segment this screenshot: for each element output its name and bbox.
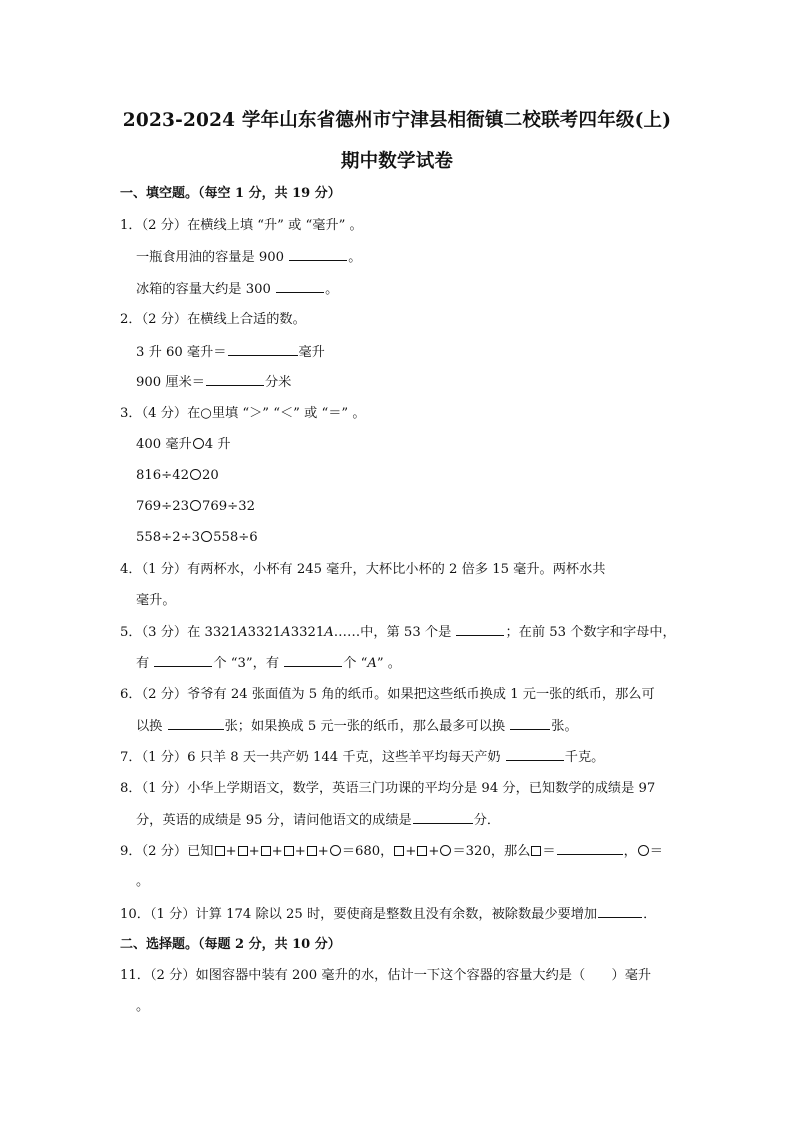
q3-stem: 3．（4 分）在○里填 “＞” “＜” 或 “＝” 。 (120, 406, 366, 421)
q7-text: 千克。 (564, 750, 605, 765)
q1-b-text: 冰箱的容量大约是 300 (136, 282, 276, 297)
plus-sign: + (225, 844, 237, 859)
answer-blank[interactable] (598, 905, 642, 918)
q6-line2 (136, 717, 696, 736)
q1-a-end: 。 (348, 250, 362, 265)
answer-blank[interactable] (276, 280, 324, 293)
q2-stem: 2．（2 分）在横线上合适的数。 (120, 312, 306, 327)
q5-text: ……中，第 53 个是 (333, 625, 456, 640)
q11-line1: 11．（2 分）如图容器中装有 200 毫升的水，估计一下这个容器的容量大约是（ ）毫升 (120, 968, 652, 983)
q6-text: 以换 (136, 719, 167, 734)
exam-title-line1: 2023-2024 学年山东省德州市宁津县相衙镇二校联考四年级(上) (122, 110, 672, 131)
answer-circle[interactable] (193, 438, 204, 449)
q9-line2: 。 (136, 874, 150, 889)
answer-blank[interactable] (289, 248, 347, 261)
answer-blank[interactable] (168, 717, 224, 730)
answer-blank[interactable] (284, 654, 342, 667)
q5-line2 (136, 654, 696, 673)
q1-b-end: 。 (325, 282, 339, 297)
q5-text: ” 。 (376, 656, 401, 671)
q5-text: 个 “ (343, 656, 368, 671)
q9-text: ＝ (649, 844, 663, 859)
q3-d-left: 558÷2÷3 (136, 530, 201, 545)
q3-line-c (136, 498, 696, 516)
q5-letter: A (367, 656, 377, 671)
q3-a-right: 4 升 (204, 437, 231, 452)
q1-stem: 1．（2 分）在横线上填 “升” 或 “毫升” 。 (120, 218, 363, 233)
q9-text: ＝ (542, 844, 556, 859)
square-symbol (531, 846, 541, 856)
square-symbol (238, 846, 248, 856)
q10-text: ． (643, 907, 657, 922)
q5-line1 (120, 623, 680, 642)
q1-line-b (136, 280, 696, 299)
circle-symbol (440, 845, 451, 856)
q3-c-right: 769÷32 (202, 499, 256, 514)
q7-line (120, 748, 680, 767)
q2-b-text: 900 厘米＝ (136, 375, 205, 390)
q2-b-unit: 分米 (264, 375, 292, 390)
answer-blank[interactable] (506, 748, 564, 761)
q9-text: 9．（2 分）已知 (120, 844, 214, 859)
q3-a-left: 400 毫升 (136, 437, 192, 452)
q7-text: 7．（1 分）6 只羊 8 天一共产奶 144 千克，这些羊平均每天产奶 (120, 750, 505, 765)
square-symbol (261, 846, 271, 856)
answer-blank[interactable] (154, 654, 212, 667)
square-symbol (215, 846, 225, 856)
q3-b-right: 20 (202, 468, 219, 483)
q6-text: 张。 (551, 719, 578, 734)
answer-blank[interactable] (510, 717, 550, 730)
q8-line2 (136, 811, 696, 830)
square-symbol (307, 846, 317, 856)
q5-text: ；在前 53 个数字和字母中， (505, 625, 676, 640)
square-symbol (417, 846, 427, 856)
circle-symbol (330, 845, 341, 856)
square-symbol (394, 846, 404, 856)
q6-text: 张；如果换成 5 元一张的纸币，那么最多可以换 (224, 719, 510, 734)
plus-sign: + (317, 844, 329, 859)
q5-letter: A (324, 625, 334, 640)
answer-blank[interactable] (413, 811, 473, 824)
q3-d-right: 558÷6 (213, 530, 258, 545)
plus-sign: + (248, 844, 260, 859)
q5-text: 有 (136, 656, 154, 671)
q5-letter: A (281, 625, 291, 640)
q5-text: 3321 (290, 625, 325, 640)
exam-title-line2: 期中数学试卷 (340, 151, 454, 172)
q1-a-text: 一瓶食用油的容量是 900 (136, 250, 289, 265)
plus-sign: + (271, 844, 283, 859)
q2-a-unit: 毫升 (298, 345, 325, 360)
q10-text: 10．（1 分）计算 174 除以 25 时，要使商是整数且没有余数，被除数最少要增加 (120, 907, 598, 922)
q2-a-text: 3 升 60 毫升＝ (136, 345, 227, 360)
q3-line-b (136, 467, 696, 485)
plus-sign: + (428, 844, 440, 859)
q5-text: 5．（3 分）在 3321 (120, 625, 239, 640)
q8-text: 分． (473, 813, 501, 828)
answer-blank[interactable] (206, 373, 264, 386)
q4-line2: 毫升。 (136, 593, 176, 608)
q9-text: ＝320，那么 (452, 844, 531, 859)
plus-sign: + (405, 844, 417, 859)
q3-b-left: 816÷42 (136, 468, 190, 483)
q6-line1: 6．（2 分）爷爷有 24 张面值为 5 角的纸币。如果把这些纸币换成 1 元一张的纸币，那么可 (120, 687, 655, 702)
q4-line1: 4．（1 分）有两杯水，小杯有 245 毫升，大杯比小杯的 2 倍多 15 毫升。两杯水共 (120, 562, 606, 577)
q9-line1 (120, 842, 680, 861)
q8-line1: 8．（1 分）小华上学期语文，数学，英语三门功课的平均分是 94 分，已知数学的成绩是 97 (120, 781, 656, 796)
answer-circle[interactable] (190, 469, 201, 480)
q2-line-b (136, 373, 696, 392)
q5-text: 个 “3”，有 (213, 656, 284, 671)
q9-text: ＝680， (341, 844, 394, 859)
square-symbol (284, 846, 294, 856)
answer-circle[interactable] (201, 531, 212, 542)
q1-line-a (136, 248, 696, 267)
q5-text: 3321 (247, 625, 282, 640)
q3-line-a (136, 436, 696, 454)
plus-sign: + (294, 844, 306, 859)
answer-circle[interactable] (190, 500, 201, 511)
q2-line-a (136, 343, 696, 362)
section2-heading: 二、选择题。（每题 2 分，共 10 分） (120, 937, 341, 952)
q10-line (120, 905, 680, 924)
circle-symbol (638, 845, 649, 856)
q8-text: 分，英语的成绩是 95 分，请问他语文的成绩是 (136, 813, 412, 828)
q9-text: ， (623, 844, 637, 859)
q3-c-left: 769÷23 (136, 499, 190, 514)
answer-blank[interactable] (456, 623, 504, 636)
q11-line2: 。 (136, 999, 150, 1014)
section1-heading: 一、填空题。（每空 1 分，共 19 分） (120, 186, 341, 201)
answer-blank[interactable] (228, 343, 298, 356)
answer-blank[interactable] (557, 842, 623, 855)
q5-letter: A (238, 625, 248, 640)
q3-line-d (136, 529, 696, 547)
